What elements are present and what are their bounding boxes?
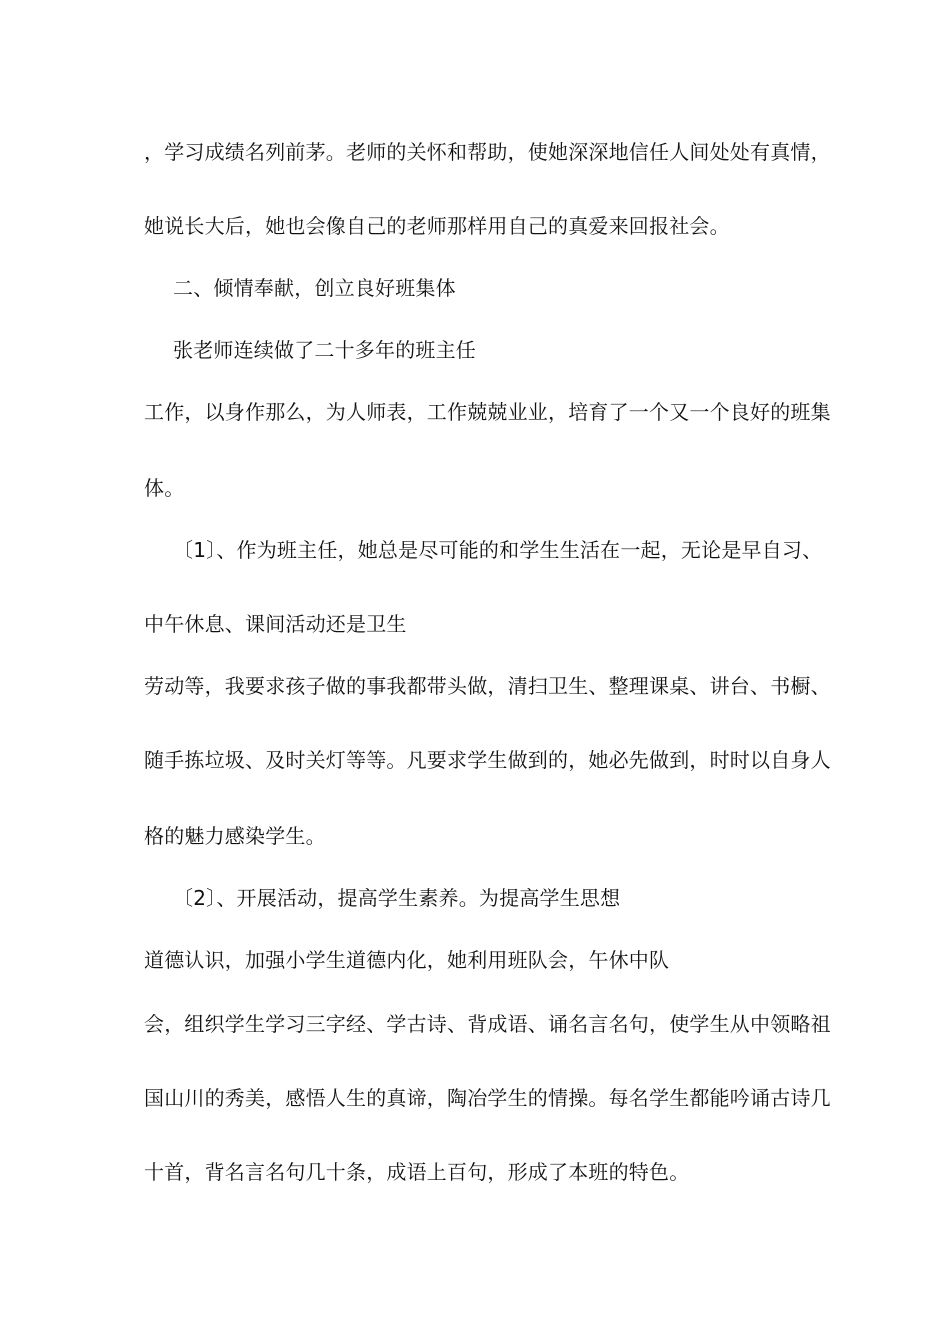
text-line: 工作，以身作那么，为人师表，工作兢兢业业，培育了一个又一个良好的班集 [144,400,831,424]
text-line: ，学习成绩名列前茅。老师的关怀和帮助，使她深深地信任人间处处有真情， [144,140,831,164]
text-line: 她说长大后，她也会像自己的老师那样用自己的真爱来回报社会。 [144,214,730,238]
text-line: 会，组织学生学习三字经、学古诗、背成语、诵名言名句，使学生从中领略祖 [144,1012,831,1036]
text-line: 格的魅力感染学生。 [144,824,326,848]
text-line: 十首，背名言名句几十条，成语上百句，形成了本班的特色。 [144,1160,690,1184]
text-line: 随手拣垃圾、及时关灯等等。凡要求学生做到的，她必先做到，时时以自身人 [144,748,831,772]
text-line: 〔2〕、开展活动，提高学生素养。为提高学生思想 [173,886,621,910]
text-line: 劳动等，我要求孩子做的事我都带头做，清扫卫生、整理课桌、讲台、书橱、 [144,674,831,698]
section-heading: 二、倾情奉献，创立良好班集体 [173,276,456,300]
text-line: 〔1〕、作为班主任，她总是尽可能的和学生生活在一起，无论是早自习、 [173,538,823,562]
text-line: 国山川的秀美，感悟人生的真谛，陶冶学生的情操。每名学生都能吟诵古诗几 [144,1086,831,1110]
text-line: 中午休息、课间活动还是卫生 [144,612,407,636]
text-line: 张老师连续做了二十多年的班主任 [173,338,476,362]
text-line: 体。 [144,476,185,500]
text-line: 道德认识，加强小学生道德内化，她利用班队会，午休中队 [144,948,670,972]
